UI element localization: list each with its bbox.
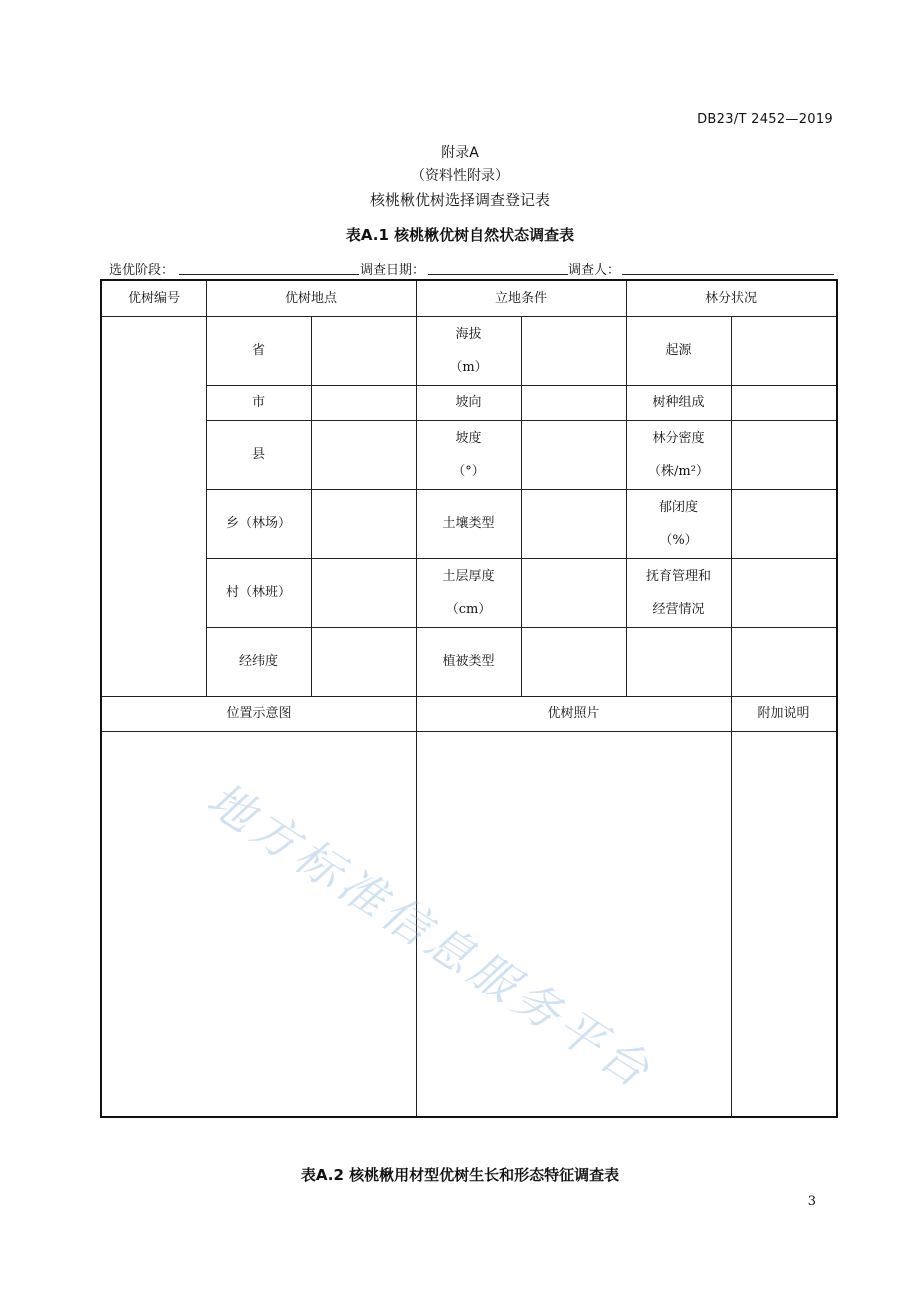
stand-management [626,558,731,627]
site-soil-type-name: 土壤类型 [442,516,495,531]
watermark: 地方标准信息服务平台 [197,771,664,1101]
site-soil-depth-unit: （cm） [445,601,492,617]
header-stand: 林分状况 [704,291,757,306]
table2-caption: 表A.2 核桃楸用材型优树生长和形态特征调查表 [300,1166,620,1184]
surveyor-blank[interactable] [622,274,834,275]
date-label: 调查日期： [360,263,426,278]
header-tree-no: 优树编号 [127,291,180,306]
surveyor-label: 调查人： [568,263,621,278]
stand-management-name: 抚育管理和 [645,568,711,584]
location-township: 乡（林场） [225,516,291,531]
appendix-title: 附录A [441,145,479,161]
table1-caption: 表A.1 核桃楸优树自然状态调查表 [345,226,575,244]
location-county: 县 [251,447,265,462]
stand-density [626,420,731,489]
form-title: 核桃楸优树选择调查登记表 [369,191,550,209]
stand-composition [626,385,731,420]
stand-canopy-closure [626,489,731,558]
site-altitude-name: 海拔 [455,326,482,342]
site-aspect-name: 坡向 [455,395,482,410]
stand-composition-name: 树种组成 [652,395,705,410]
site-altitude [416,316,521,385]
site-altitude-unit: （m） [449,359,488,375]
appendix-type: （资料性附录） [411,168,509,184]
page-number: 3 [807,1194,816,1209]
survey-fields [109,259,834,279]
stand-density-name: 林分密度 [652,430,705,446]
header-notes: 附加说明 [757,706,810,721]
location-village: 村（林班） [225,585,291,600]
stand-management-unit: 经营情况 [652,601,705,617]
stage-label: 选优阶段： [109,263,175,278]
stand-origin-name: 起源 [665,343,692,358]
site-slope-name: 坡度 [455,430,482,446]
document-code: DB23/T 2452—2019 [697,112,833,127]
header-tree-photo: 优树照片 [547,706,600,721]
site-soil-depth [416,558,521,627]
header-location-map: 位置示意图 [226,706,292,721]
stand-density-unit: （株/m²） [648,463,709,479]
site-slope-unit: （°） [452,463,485,479]
site-vegetation-name: 植被类型 [442,654,495,669]
site-slope [416,420,521,489]
site-aspect [416,385,521,420]
header-site: 立地条件 [494,291,547,306]
site-vegetation [416,627,521,696]
location-city: 市 [251,395,265,410]
stand-canopy-closure-unit: （%） [659,532,698,548]
location-coordinates: 经纬度 [238,654,278,669]
header-location: 优树地点 [284,291,337,306]
stand-origin [626,316,731,385]
stage-blank[interactable] [179,274,359,275]
stand-canopy-closure-name: 郁闭度 [658,499,698,515]
location-province: 省 [251,343,265,358]
site-soil-type [416,489,521,558]
site-soil-depth-name: 土层厚度 [442,568,495,584]
date-blank[interactable] [428,274,568,275]
